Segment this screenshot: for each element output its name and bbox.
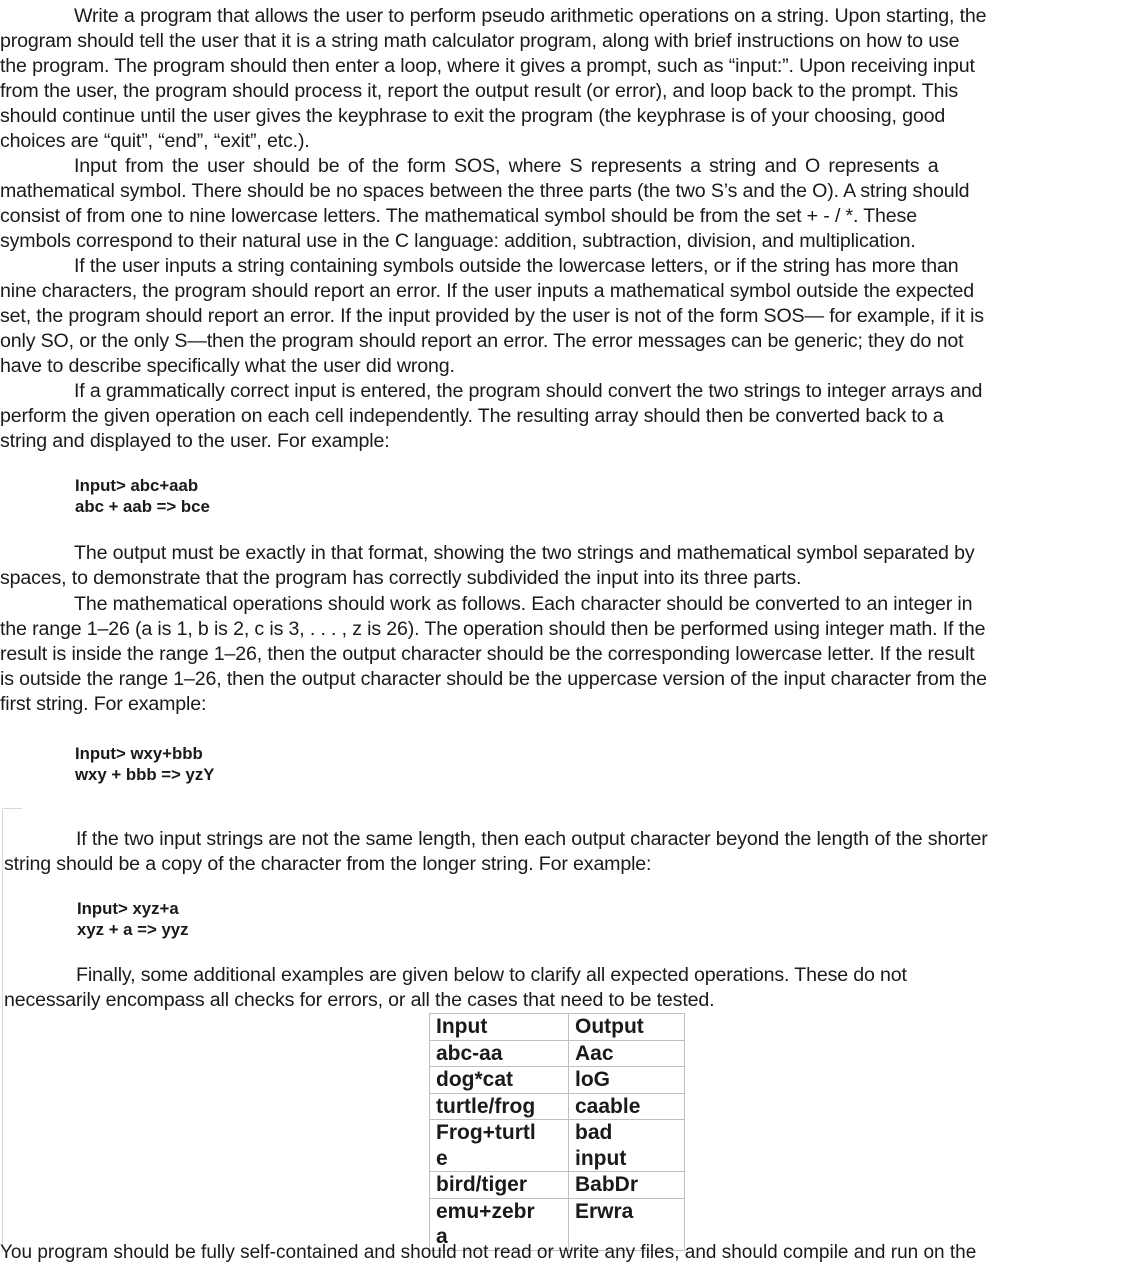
table-row (430, 1093, 685, 1120)
table-cell-output: bad input (569, 1120, 685, 1172)
text-line: program should tell the user that it is a string math calculator program, along with brief instructions on how to use (0, 30, 960, 52)
text-line: is outside the range 1–26, then the output character should be the uppercase version of the input character from the (0, 668, 987, 690)
text-line: first string. For example: (0, 693, 207, 715)
text-line: result is inside the range 1–26, then the output character should be the corresponding lowercase letter. If the result (0, 643, 975, 665)
table-cell-input: abc-aa (430, 1040, 569, 1067)
text-line: If a grammatically correct input is entered, the program should convert the two strings to integer arrays and (74, 380, 983, 402)
column-header-input: Input (430, 1014, 569, 1041)
table-cell-input: turtle/frog (430, 1093, 569, 1120)
text-line: The output must be exactly in that format, showing the two strings and mathematical symbol separated by (74, 542, 975, 564)
table-row (430, 1120, 685, 1172)
text-line: consist of from one to nine lowercase letters. The mathematical symbol should be from the set + - / *. These (0, 205, 917, 227)
table-cell-output: Erwra (569, 1198, 685, 1250)
text-line: choices are “quit”, “end”, “exit”, etc.). (0, 130, 310, 152)
paragraph-unequal-lengths (4, 827, 1124, 877)
table-row (430, 1067, 685, 1094)
table-body (430, 1040, 685, 1250)
text-line: perform the given operation on each cell independently. The resulting array should then be converted back to a (0, 405, 944, 427)
paragraph-input-form (0, 154, 1120, 254)
text-line: Input from the user should be of the form SOS, where S represents a string and O represents a (74, 155, 939, 177)
paragraph-errors (0, 254, 1120, 379)
paragraph-conversion (0, 379, 1120, 454)
table-cell-input: Frog+turtl e (430, 1120, 569, 1172)
text-line: necessarily encompass all checks for errors, or all the cases that need to be tested. (4, 989, 715, 1011)
text-line: have to describe specifically what the user did wrong. (0, 355, 455, 377)
text-line: spaces, to demonstrate that the program has correctly subdivided the input into its three parts. (0, 567, 802, 589)
paragraph-output-format (0, 541, 1120, 591)
code-line: Input> abc+aab (75, 476, 199, 495)
code-line: Input> xyz+a (77, 899, 179, 918)
code-line: Input> wxy+bbb (75, 744, 203, 763)
examples-table (429, 1013, 685, 1251)
code-example-1 (75, 475, 210, 517)
text-line: symbols correspond to their natural use in the C language: addition, subtraction, division, and multiplication. (0, 230, 916, 252)
code-line: wxy + bbb => yzY (75, 765, 215, 784)
text-line: set, the program should report an error. If the input provided by the user is not of the form SOS— for example, if it is (0, 305, 984, 327)
text-line: from the user, the program should process it, report the output result (or error), and loop back to the prompt. This (0, 80, 959, 102)
code-line: abc + aab => bce (75, 497, 210, 516)
table-cell-input: dog*cat (430, 1067, 569, 1094)
text-line: string and displayed to the user. For example: (0, 430, 390, 452)
table-cell-input: bird/tiger (430, 1172, 569, 1199)
table-row (430, 1172, 685, 1199)
table-header-row (430, 1014, 685, 1041)
text-line: If the two input strings are not the same length, then each output character beyond the length of the shorter (76, 828, 988, 850)
text-line: the range 1–26 (a is 1, b is 2, c is 3, . . . , z is 26). The operation should then be performed using integer math. If the (0, 618, 986, 640)
table-row (430, 1040, 685, 1067)
text-line: mathematical symbol. There should be no spaces between the three parts (the two S’s and the O). A string should (0, 180, 970, 202)
text-line: Finally, some additional examples are given below to clarify all expected operations. These do not (76, 964, 907, 986)
text-line: the program. The program should then enter a loop, where it gives a prompt, such as “input:”. Upon receiving input (0, 55, 975, 77)
code-line: xyz + a => yyz (77, 920, 189, 939)
column-header-output: Output (569, 1014, 685, 1041)
text-line: Write a program that allows the user to perform pseudo arithmetic operations on a string. Upon starting, the (74, 5, 987, 27)
paragraph-intro (0, 4, 1120, 154)
table-cell-output: caable (569, 1093, 685, 1120)
text-line: The mathematical operations should work as follows. Each character should be converted to an integer in (74, 593, 973, 615)
paragraph-final (4, 963, 1124, 1013)
text-line: If the user inputs a string containing symbols outside the lowercase letters, or if the string has more than (74, 255, 959, 277)
code-example-3 (77, 898, 189, 940)
cutoff-text-line: You program should be fully self-contained and should not read or write any files, and should compile and run on the (0, 1242, 977, 1263)
table-cell-output: BabDr (569, 1172, 685, 1199)
text-line: string should be a copy of the character from the longer string. For example: (4, 853, 652, 875)
page-corner-mark (2, 808, 22, 809)
table-cell-input: emu+zebr a (430, 1198, 569, 1250)
page-margin-line (2, 810, 3, 1252)
text-line: should continue until the user gives the keyphrase to exit the program (the keyphrase is of your choosing, good (0, 105, 946, 127)
table-cell-output: loG (569, 1067, 685, 1094)
paragraph-math-ops (0, 592, 1120, 717)
table-cell-output: Aac (569, 1040, 685, 1067)
text-line: only SO, or the only S—then the program should report an error. The error messages can be generic; they do not (0, 330, 964, 352)
code-example-2 (75, 743, 214, 785)
text-line: nine characters, the program should report an error. If the user inputs a mathematical symbol outside the expected (0, 280, 975, 302)
